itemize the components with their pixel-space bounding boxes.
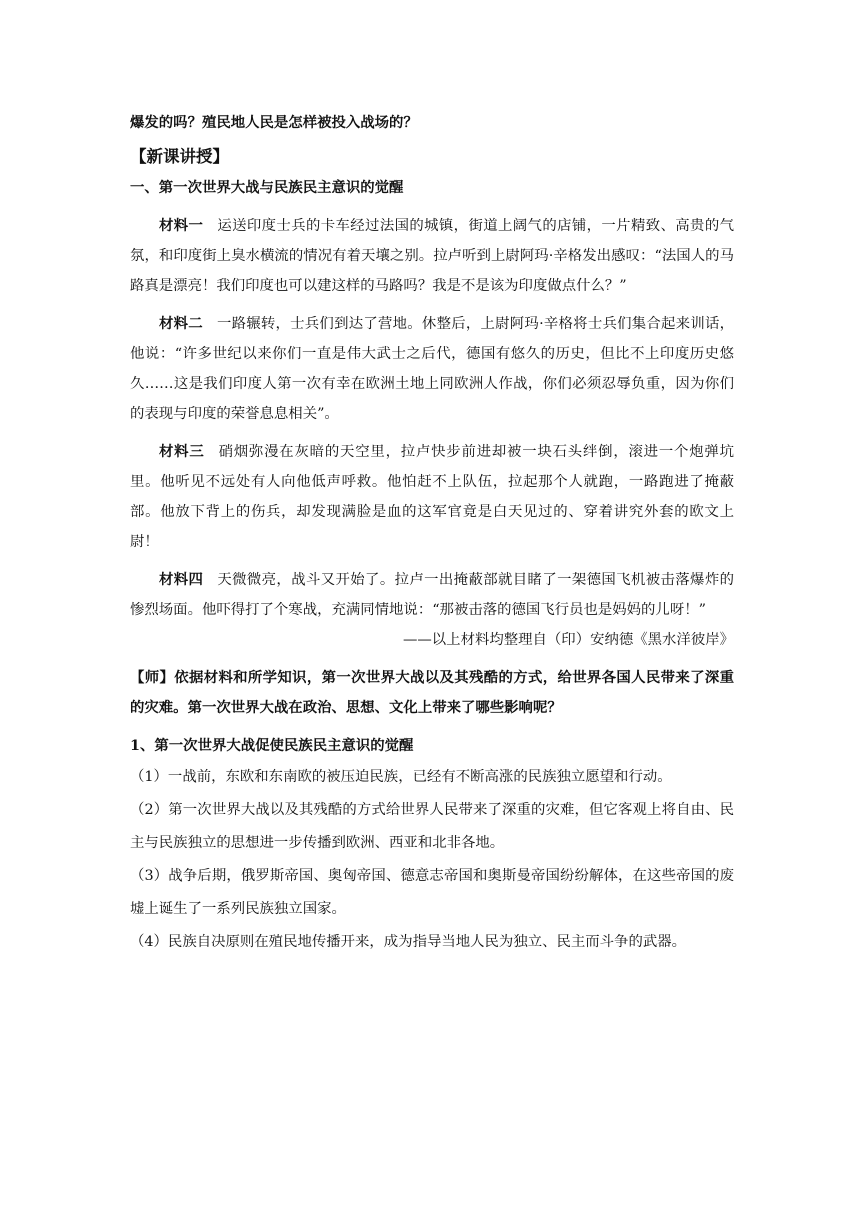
material-text: 天微微亮，战斗又开始了。拉卢一出掩蔽部就目睹了一架德国飞机被击落爆炸的惨烈场面。他吓得打了个寒战，充满同情地说：“那被击落的德国飞行员也是妈妈的儿呀！” [130, 572, 734, 618]
point-1: （1）一战前，东欧和东南欧的被压迫民族，已经有不断高涨的民族独立愿望和行动。 [130, 769, 672, 785]
lesson-heading: 【新课讲授】 [130, 147, 229, 166]
material-text: 一路辗转，士兵们到达了营地。休整后，上尉阿玛·辛格将士兵们集合起来训话，他说：“许多世纪以来你们一直是伟大武士之后代，德国有悠久的历史，但比不上印度历史悠久……这是我们印度人第一次有幸在欧洲土地上同欧洲人作战，你们必须忍辱负重，因为你们的表现与印度的荣誉息息相关”。 [130, 316, 734, 422]
material-text: 运送印度士兵的卡车经过法国的城镇，街道上阔气的店铺，一片精致、高贵的气氛，和印度街上臭水横流的情况有着天壤之别。拉卢听到上尉阿玛·辛格发出感叹：“法国人的马路真是漂亮！我们印度也可以建这样的马路吗？我是不是该为印度做点什么？” [130, 218, 734, 294]
point-4: （4）民族自决原则在殖民地传播开来，成为指导当地人民为独立、民主而斗争的武器。 [130, 934, 687, 950]
material-3 [130, 437, 734, 557]
point-2: （2）第一次世界大战以及其残酷的方式给世界人民带来了深重的灾难，但它客观上将自由、民主与民族独立的思想进一步传播到欧洲、西亚和北非各地。 [130, 802, 734, 851]
intro-question: 爆发的吗？殖民地人民是怎样被投入战场的？ [130, 114, 418, 131]
document-body [130, 108, 734, 959]
material-2 [130, 309, 734, 429]
material-text: 硝烟弥漫在灰暗的天空里，拉卢快步前进却被一块石头绊倒，滚进一个炮弹坑里。他听见不远处有人向他低声呼救。他怕赶不上队伍，拉起那个人就跑，一路跑进了掩蔽部。他放下背上的伤兵，却发现满脸是血的这军官竟是白天见过的、穿着讲究外套的欧文上尉！ [130, 444, 734, 550]
material-label: 材料三 [159, 443, 205, 460]
section-title: 一、第一次世界大战与民族民主意识的觉醒 [130, 179, 404, 196]
sub-heading: 1、第一次世界大战促使民族民主意识的觉醒 [130, 737, 414, 754]
teacher-prompt: 【师】依据材料和所学知识，第一次世界大战以及其残酷的方式，给世界各国人民带来了深重的灾难。第一次世界大战在政治、思想、文化上带来了哪些影响呢？ [130, 669, 734, 716]
material-4 [130, 565, 734, 625]
material-label: 材料二 [159, 315, 203, 332]
source-note: ——以上材料均整理自（印）安纳德《黑水洋彼岸》 [403, 632, 734, 648]
material-label: 材料一 [159, 217, 204, 234]
material-1 [130, 211, 734, 301]
point-3: （3）战争后期，俄罗斯帝国、奥匈帝国、德意志帝国和奥斯曼帝国纷纷解体，在这些帝国的废墟上诞生了一系列民族独立国家。 [130, 868, 734, 917]
material-label: 材料四 [159, 571, 204, 588]
